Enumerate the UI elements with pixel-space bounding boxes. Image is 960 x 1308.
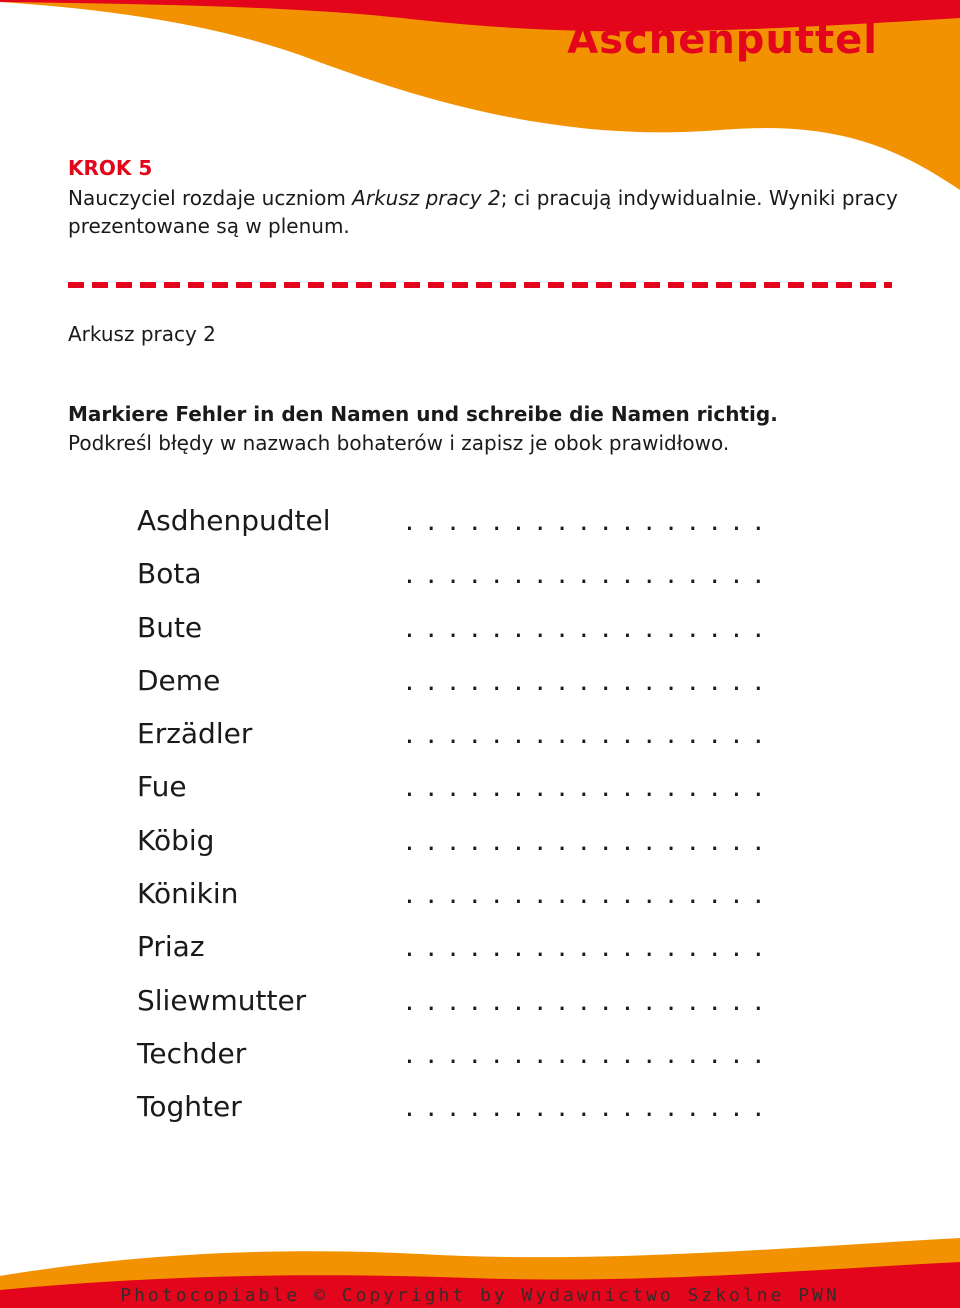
word-row bbox=[137, 875, 837, 928]
word-row bbox=[137, 555, 837, 608]
word-row bbox=[137, 609, 837, 662]
worksheet-label: Arkusz pracy 2 bbox=[68, 322, 216, 346]
word-row bbox=[137, 715, 837, 768]
answer-blank[interactable]: . . . . . . . . . . . . . . . . . bbox=[405, 770, 765, 804]
brand-title: Aschenputtel bbox=[567, 17, 878, 63]
word-row bbox=[137, 822, 837, 875]
answer-blank[interactable]: . . . . . . . . . . . . . . . . . bbox=[405, 1036, 765, 1070]
answer-blank[interactable]: . . . . . . . . . . . . . . . . . bbox=[405, 557, 765, 591]
answer-blank[interactable]: . . . . . . . . . . . . . . . . . bbox=[405, 663, 765, 697]
misspelled-word: Toghter bbox=[137, 1090, 242, 1124]
word-row bbox=[137, 768, 837, 821]
word-row bbox=[137, 928, 837, 981]
answer-blank[interactable]: . . . . . . . . . . . . . . . . . bbox=[405, 983, 765, 1017]
word-list bbox=[137, 502, 837, 1142]
answer-blank[interactable]: . . . . . . . . . . . . . . . . . bbox=[405, 504, 765, 537]
misspelled-word: Könikin bbox=[137, 877, 239, 911]
instruction-polish: Podkreśl błędy w nazwach bohaterów i zapisz je obok prawidłowo. bbox=[68, 431, 730, 455]
misspelled-word: Sliewmutter bbox=[137, 983, 307, 1017]
dashed-divider bbox=[68, 282, 892, 288]
answer-blank[interactable]: . . . . . . . . . . . . . . . . . bbox=[405, 717, 765, 751]
step-text-after: ; ci pracują indywidualnie. Wyniki pracy prezentowane są w plenum. bbox=[68, 186, 898, 238]
step-text-italic: Arkusz pracy 2 bbox=[352, 186, 501, 210]
answer-blank[interactable]: . . . . . . . . . . . . . . . . . bbox=[405, 877, 765, 911]
misspelled-word: Asdhenpudtel bbox=[137, 504, 331, 537]
word-row bbox=[137, 502, 837, 555]
word-row bbox=[137, 982, 837, 1035]
misspelled-word: Bota bbox=[137, 557, 202, 591]
footer-copyright: Photocopiable © Copyright by Wydawnictwo Szkolne PWN bbox=[120, 1285, 840, 1306]
misspelled-word: Bute bbox=[137, 610, 203, 644]
misspelled-word: Köbig bbox=[137, 823, 215, 857]
misspelled-word: Priaz bbox=[137, 930, 205, 964]
answer-blank[interactable]: . . . . . . . . . . . . . . . . . bbox=[405, 1090, 765, 1124]
answer-blank[interactable]: . . . . . . . . . . . . . . . . . bbox=[405, 610, 765, 644]
misspelled-word: Techder bbox=[137, 1036, 247, 1070]
step-description bbox=[68, 184, 898, 240]
misspelled-word: Fue bbox=[137, 770, 187, 804]
step-text-before: Nauczyciel rozdaje uczniom bbox=[68, 186, 353, 210]
instruction-german: Markiere Fehler in den Namen und schreibe die Namen richtig. bbox=[68, 402, 778, 426]
misspelled-word: Deme bbox=[137, 663, 221, 697]
answer-blank[interactable]: . . . . . . . . . . . . . . . . . bbox=[405, 930, 765, 964]
answer-blank[interactable]: . . . . . . . . . . . . . . . . . bbox=[405, 823, 765, 857]
word-row bbox=[137, 1088, 837, 1141]
step-title: KROK 5 bbox=[68, 156, 153, 180]
word-row bbox=[137, 662, 837, 715]
misspelled-word: Erzädler bbox=[137, 717, 253, 751]
word-row bbox=[137, 1035, 837, 1088]
